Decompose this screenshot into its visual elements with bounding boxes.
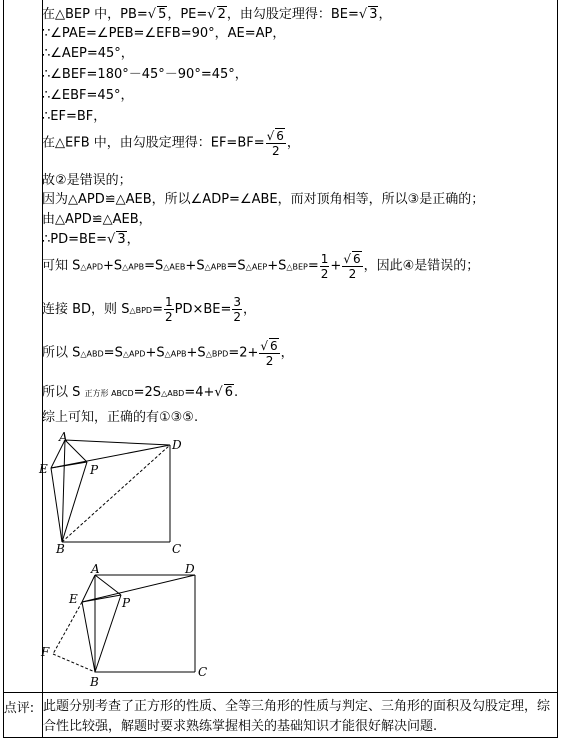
review-text: 此题分别考查了正方形的性质、全等三角形的性质与判定、三角形的面积及勾股定理，综合性比较强，解题时要求熟练掌握相关的基础知识才能很好解决问题.	[43, 699, 551, 734]
solution-line-3: ∴∠AEP=45°，	[42, 46, 134, 61]
solution-line-8: 故②是错误的；	[42, 173, 132, 188]
segment-AP	[95, 575, 121, 595]
segment-PB	[95, 595, 121, 672]
solution-line-9: 因为△APD≌△AEB，所以∠ADP=∠ABE，而对顶角相等，所以③是正确的；	[42, 192, 485, 207]
solution-line-15: 所以 S 正方形 ABCD=2S△ABD=4+√ 6.	[42, 385, 239, 400]
segment-AB	[62, 440, 65, 542]
row-divider	[4, 692, 557, 693]
solution-line-6: ∴EF=BF，	[42, 109, 107, 124]
solution-line-14: 所以 S△ABD=S△APD+S△APB+S△BPD=2+ $\frac{√ 6}{2}$ ，	[42, 339, 294, 368]
label-A: A	[59, 430, 68, 444]
segment-EF-dashed	[53, 602, 82, 654]
segment-ED	[51, 445, 170, 468]
label-D: D	[185, 562, 195, 576]
label-B: B	[56, 542, 65, 556]
segment-AP	[65, 440, 87, 462]
segment-PB	[62, 462, 87, 542]
label-F: F	[41, 645, 50, 659]
solution-line-7: 在△EFB 中，由勾股定理得：EF=BF= $\frac{√ 6}{2}$ ，	[42, 129, 300, 158]
solution-line-5: ∴∠EBF=45°，	[42, 88, 134, 103]
geometry-figure-1	[35, 432, 185, 557]
solution-line-10: 由△APD≌△AEB，	[42, 212, 152, 227]
segment-AE	[51, 440, 65, 468]
solution-line-2: ∵∠PAE=∠PEB=∠EFB=90°，AE=AP，	[42, 26, 286, 41]
label-C: C	[172, 542, 182, 556]
geometry-figure-2	[35, 560, 208, 690]
segment-EB	[51, 468, 62, 542]
solution-line-4: ∴∠BEF=180°－45°－90°=45°，	[42, 67, 248, 82]
label-D: D	[172, 438, 182, 452]
label-A: A	[91, 562, 100, 576]
label-C: C	[198, 665, 208, 679]
solution-line-1: 在△BEP 中，PB=√ 5，PE=√ 2，由勾股定理得：BE=√ 3，	[42, 7, 392, 22]
label-E: E	[39, 462, 48, 476]
segment-AD	[65, 440, 170, 445]
segment-ED	[82, 575, 195, 602]
solution-line-16: 综上可知，正确的有①③⑤.	[42, 410, 199, 425]
solution-line-11: ∴PD=BE=√ 3，	[42, 232, 140, 247]
segment-AE	[82, 575, 95, 602]
label-E: E	[69, 592, 78, 606]
segment-EB	[82, 602, 95, 672]
label-P: P	[90, 463, 99, 477]
label-P: P	[122, 596, 131, 610]
segment-BD-dashed	[62, 445, 170, 542]
segment-FB-dashed	[53, 654, 95, 672]
solution-line-12: 可知 S△APD+S△APB=S△AEB+S△APB=S△AEP+S△BEP= $\frac{1}{2}$ + $\frac{√ 6}{2}$ ，因此④是错误的；	[42, 251, 480, 281]
label-B: B	[90, 675, 99, 689]
review-label: 点评:	[3, 701, 35, 716]
solution-line-13: 连接 BD，则 S△BPD= $\frac{1}{2}$ PD×BE= $\frac{3}{2}$ ，	[42, 295, 257, 324]
